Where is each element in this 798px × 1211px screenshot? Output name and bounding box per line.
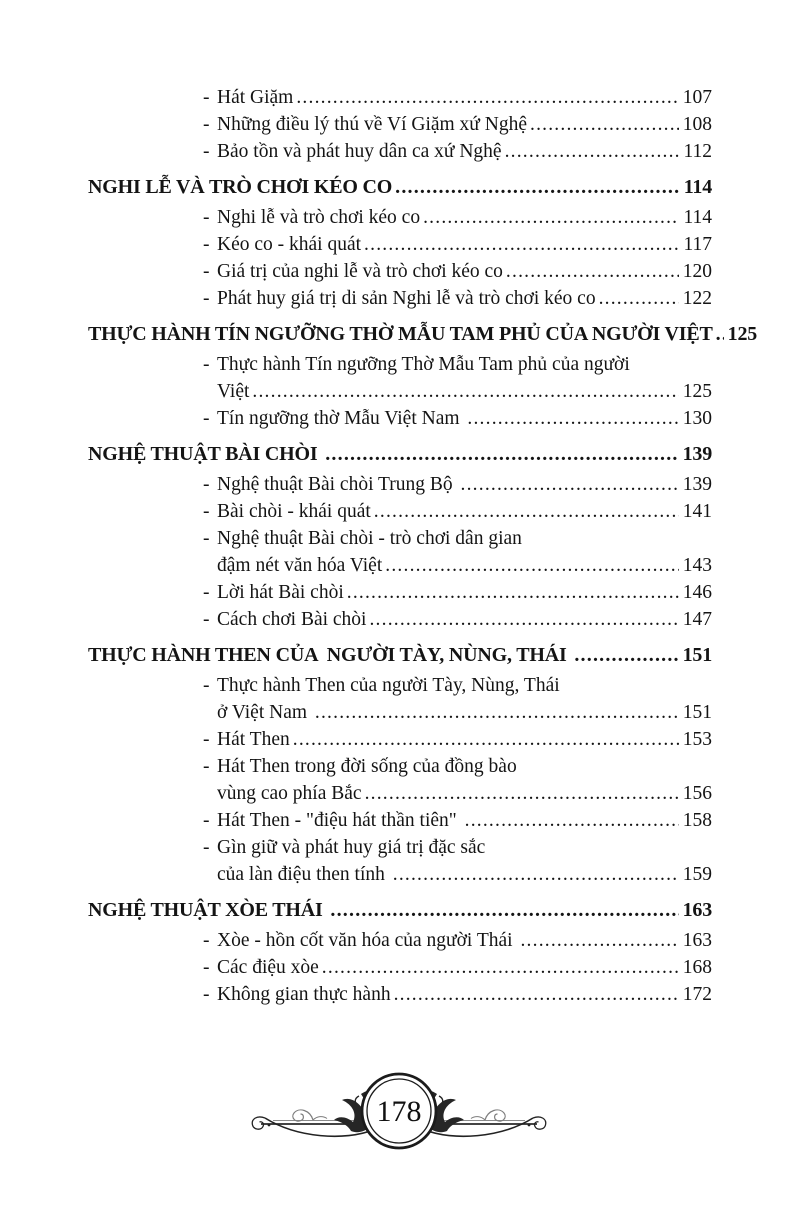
entry-page-number: 163 (682, 899, 712, 921)
entry-page-number: 151 (682, 644, 712, 666)
toc-heading (88, 441, 712, 468)
toc-item (88, 834, 712, 861)
item-dash: - (203, 114, 210, 135)
toc-item (88, 606, 712, 633)
dot-leader (322, 954, 679, 981)
dot-leader (347, 579, 679, 606)
dot-leader (385, 552, 678, 579)
item-dash: - (203, 957, 210, 978)
entry-page-number: 112 (683, 141, 712, 162)
entry-page-number: 147 (682, 609, 712, 630)
entry-page-number: 172 (682, 984, 712, 1005)
item-dash: - (203, 501, 210, 522)
item-dash: - (203, 261, 210, 282)
entry-title: Các điệu xòe (217, 957, 319, 978)
entry-title: Tín ngưỡng thờ Mẫu Việt Nam (217, 408, 465, 429)
entry-page-number: 130 (682, 408, 712, 429)
dot-leader (364, 231, 679, 258)
toc-heading (88, 897, 712, 924)
item-dash: - (203, 609, 210, 630)
entry-title: của làn điệu then tính (217, 864, 390, 885)
entry-page-number: 151 (682, 702, 712, 723)
item-dash: - (203, 837, 210, 858)
toc-item (88, 525, 712, 552)
entry-title: Nghệ thuật Bài chòi - trò chơi dân gian (217, 528, 522, 549)
entry-title: Không gian thực hành (217, 984, 391, 1005)
entry-page-number: 159 (682, 864, 712, 885)
entry-title: NGHỆ THUẬT XÒE THÁI (88, 899, 328, 921)
entry-page-number: 117 (683, 234, 712, 255)
toc-item-continuation (88, 552, 712, 579)
entry-title: vùng cao phía Bắc (217, 783, 362, 804)
dot-leader (369, 606, 678, 633)
toc-item (88, 807, 712, 834)
toc-item (88, 351, 712, 378)
table-of-contents (88, 84, 758, 1008)
entry-title: Kéo co - khái quát (217, 234, 362, 255)
entry-page-number: 168 (682, 957, 712, 978)
toc-item-continuation (88, 378, 712, 405)
item-dash: - (203, 756, 210, 777)
dot-leader (520, 927, 678, 954)
entry-title: Cách chơi Bài chòi (217, 609, 367, 630)
dot-leader (574, 642, 678, 669)
entry-title: Xòe - hồn cốt văn hóa của người Thái (217, 930, 518, 951)
entry-title: ở Việt Nam (217, 702, 312, 723)
entry-title: Phát huy giá trị di sản Nghi lễ và trò chơi kéo co (217, 288, 596, 309)
dot-leader (467, 405, 678, 432)
toc-item (88, 672, 712, 699)
page-number-ornament (249, 1068, 549, 1154)
entry-title: NGHI LỄ VÀ TRÒ CHƠI KÉO CO (88, 176, 393, 198)
entry-title: THỰC HÀNH THEN CỦA NGƯỜI TÀY, NÙNG, THÁI (88, 644, 572, 666)
entry-title: Hát Then - "điệu hát thần tiên" (217, 810, 462, 831)
entry-title: Hát Then trong đời sống của đồng bào (217, 756, 517, 777)
item-dash: - (203, 675, 210, 696)
item-dash: - (203, 984, 210, 1005)
toc-item (88, 954, 712, 981)
entry-page-number: 139 (682, 443, 712, 465)
toc-heading (88, 174, 712, 201)
entry-page-number: 125 (682, 381, 712, 402)
item-dash: - (203, 288, 210, 309)
entry-page-number: 114 (683, 176, 712, 198)
entry-title: Bảo tồn và phát huy dân ca xứ Nghệ (217, 141, 502, 162)
entry-title: THỰC HÀNH TÍN NGƯỠNG THỜ MẪU TAM PHỦ CỦA NGƯỜI VIỆT (88, 323, 713, 345)
entry-title: Thực hành Then của người Tày, Nùng, Thái (217, 675, 560, 696)
item-dash: - (203, 930, 210, 951)
dot-leader (530, 111, 679, 138)
toc-item (88, 138, 712, 165)
toc-item (88, 258, 712, 285)
entry-page-number: 107 (682, 87, 712, 108)
dot-leader (461, 471, 679, 498)
item-dash: - (203, 729, 210, 750)
dot-leader (505, 138, 680, 165)
entry-title: Gìn giữ và phát huy giá trị đặc sắc (217, 837, 486, 858)
toc-heading (88, 321, 758, 348)
item-dash: - (203, 582, 210, 603)
toc-item (88, 285, 712, 312)
dot-leader (395, 174, 680, 201)
toc-item-continuation (88, 780, 712, 807)
dot-leader (315, 699, 679, 726)
entry-title: Hát Then (217, 729, 290, 750)
dot-leader (599, 285, 679, 312)
toc-item (88, 579, 712, 606)
toc-item (88, 726, 712, 753)
entry-page-number: 153 (682, 729, 712, 750)
dot-leader (330, 897, 678, 924)
toc-item-continuation (88, 699, 712, 726)
dot-leader (365, 780, 679, 807)
entry-page-number: 120 (682, 261, 712, 282)
entry-page-number: 139 (682, 474, 712, 495)
toc-item (88, 471, 712, 498)
toc-heading (88, 642, 712, 669)
entry-page-number: 108 (682, 114, 712, 135)
entry-title: NGHỆ THUẬT BÀI CHÒI (88, 443, 323, 465)
dot-leader (393, 861, 679, 888)
dot-leader (293, 726, 679, 753)
item-dash: - (203, 234, 210, 255)
ornament-flourish-right (423, 1091, 546, 1137)
toc-item (88, 927, 712, 954)
entry-title: Nghi lễ và trò chơi kéo co (217, 207, 421, 228)
item-dash: - (203, 354, 210, 375)
dot-leader (716, 321, 724, 348)
page-footer (0, 1068, 798, 1154)
entry-page-number: 163 (682, 930, 712, 951)
dot-leader (423, 204, 679, 231)
toc-item (88, 498, 712, 525)
entry-page-number: 114 (683, 207, 712, 228)
dot-leader (252, 378, 678, 405)
dot-leader (465, 807, 679, 834)
toc-item (88, 405, 712, 432)
toc-item (88, 231, 712, 258)
item-dash: - (203, 141, 210, 162)
entry-page-number: 146 (682, 582, 712, 603)
item-dash: - (203, 207, 210, 228)
dot-leader (374, 498, 679, 525)
entry-page-number: 141 (682, 501, 712, 522)
entry-title: Hát Giặm (217, 87, 294, 108)
item-dash: - (203, 528, 210, 549)
entry-title: Nghệ thuật Bài chòi Trung Bộ (217, 474, 458, 495)
item-dash: - (203, 408, 210, 429)
ornament-flourish-left (252, 1091, 375, 1137)
dot-leader (325, 441, 678, 468)
item-dash: - (203, 810, 210, 831)
toc-item (88, 204, 712, 231)
item-dash: - (203, 87, 210, 108)
entry-title: đậm nét văn hóa Việt (217, 555, 383, 576)
entry-title: Việt (217, 381, 250, 402)
item-dash: - (203, 474, 210, 495)
toc-item-continuation (88, 861, 712, 888)
entry-page-number: 158 (682, 810, 712, 831)
footer-page-number: 178 (376, 1095, 422, 1128)
toc-item (88, 753, 712, 780)
toc-item (88, 84, 712, 111)
entry-title: Giá trị của nghi lễ và trò chơi kéo co (217, 261, 503, 282)
entry-page-number: 125 (727, 323, 758, 345)
entry-page-number: 122 (682, 288, 712, 309)
entry-title: Thực hành Tín ngưỡng Thờ Mẫu Tam phủ của người (217, 354, 630, 375)
dot-leader (296, 84, 678, 111)
entry-title: Những điều lý thú về Ví Giặm xứ Nghệ (217, 114, 527, 135)
dot-leader (394, 981, 679, 1008)
dot-leader (506, 258, 679, 285)
entry-page-number: 143 (682, 555, 712, 576)
entry-page-number: 156 (682, 783, 712, 804)
toc-item (88, 981, 712, 1008)
toc-item (88, 111, 712, 138)
entry-title: Lời hát Bài chòi (217, 582, 344, 603)
entry-title: Bài chòi - khái quát (217, 501, 371, 522)
